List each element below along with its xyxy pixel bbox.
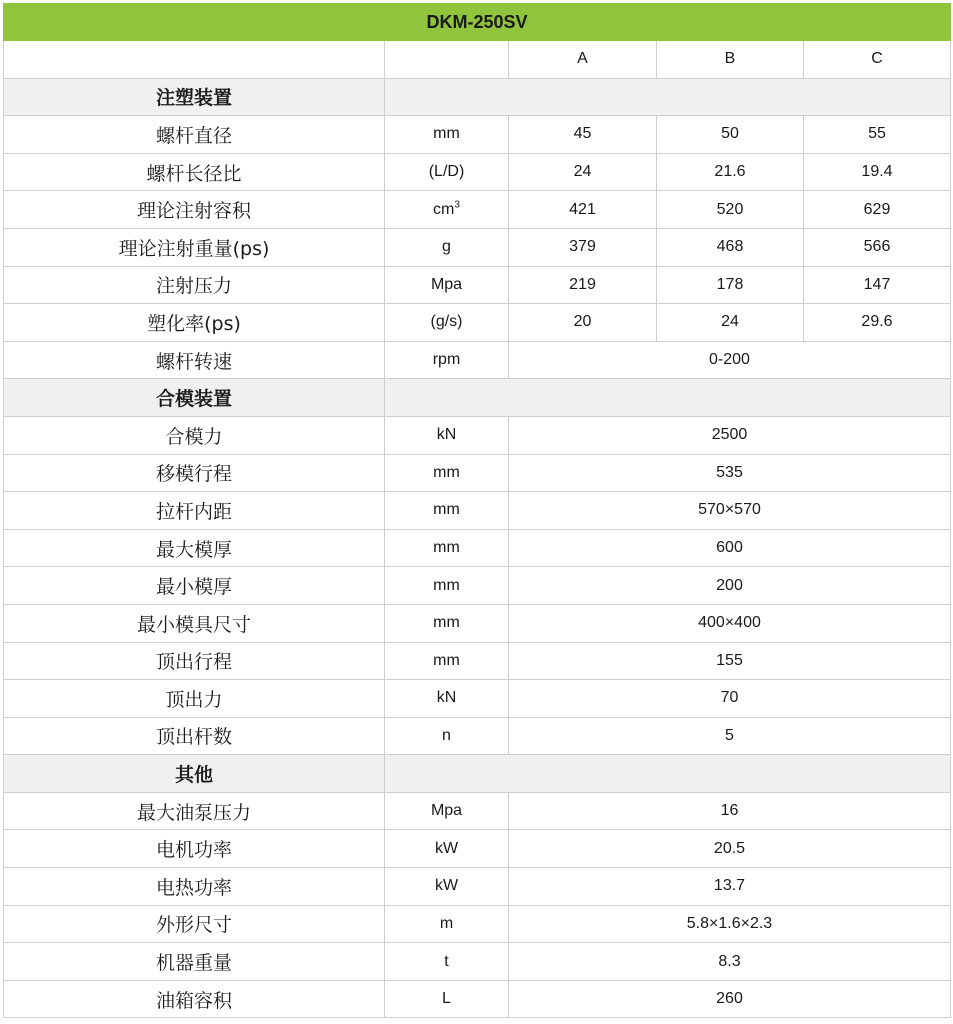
param-name: 顶出行程 (4, 642, 385, 680)
param-name: 最大油泵压力 (4, 792, 385, 830)
section-blank (385, 78, 951, 116)
param-value-c: 29.6 (804, 304, 951, 342)
param-value-a: 45 (509, 116, 657, 154)
table-title: DKM-250SV (4, 4, 951, 41)
param-value-b: 520 (657, 191, 804, 229)
param-unit (385, 304, 509, 342)
table-row (4, 792, 951, 830)
param-value-b: 24 (657, 304, 804, 342)
param-name: 外形尺寸 (4, 905, 385, 943)
spec-table (3, 3, 951, 1018)
table-row (4, 116, 951, 154)
param-unit (385, 943, 509, 981)
param-value-a: 421 (509, 191, 657, 229)
param-value-all: 20.5 (509, 830, 951, 868)
param-name: 理论注射容积 (4, 191, 385, 229)
param-unit (385, 454, 509, 492)
param-unit (385, 228, 509, 266)
spec-table-container (3, 3, 950, 1018)
column-header-a: A (509, 41, 657, 79)
column-header-b: B (657, 41, 804, 79)
unit-text: mm (433, 125, 460, 143)
header-blank-name (4, 41, 385, 79)
table-row (4, 943, 951, 981)
unit-text: kW (434, 877, 459, 895)
param-unit (385, 642, 509, 680)
param-unit (385, 792, 509, 830)
param-name: 顶出杆数 (4, 717, 385, 755)
column-header-c: C (804, 41, 951, 79)
param-name: 机器重量 (4, 943, 385, 981)
table-row (4, 191, 951, 229)
unit-text: g (442, 238, 451, 256)
param-unit (385, 604, 509, 642)
section-row (4, 379, 951, 417)
unit-text: mm (433, 614, 460, 632)
section-row (4, 755, 951, 793)
param-unit (385, 567, 509, 605)
param-name: 理论注射重量(ps) (4, 228, 385, 266)
unit-text: Mpa (430, 802, 463, 820)
param-value-all: 200 (509, 567, 951, 605)
section-blank (385, 755, 951, 793)
param-value-b: 21.6 (657, 153, 804, 191)
table-row (4, 529, 951, 567)
param-value-all: 535 (509, 454, 951, 492)
table-row (4, 567, 951, 605)
param-unit (385, 868, 509, 906)
param-name: 最小模厚 (4, 567, 385, 605)
param-value-c: 55 (804, 116, 951, 154)
param-unit (385, 191, 509, 229)
unit-text: (g/s) (430, 313, 463, 331)
unit-text: mm (433, 501, 460, 519)
section-blank (385, 379, 951, 417)
param-unit (385, 116, 509, 154)
unit-text: mm (433, 576, 460, 594)
unit-text: Mpa (430, 275, 463, 293)
title-row (4, 4, 951, 41)
param-value-all: 155 (509, 642, 951, 680)
unit-text: cm (433, 200, 455, 218)
param-unit (385, 830, 509, 868)
param-name: 注射压力 (4, 266, 385, 304)
table-row (4, 341, 951, 379)
table-row (4, 416, 951, 454)
param-value-b: 468 (657, 228, 804, 266)
table-row (4, 604, 951, 642)
section-row (4, 78, 951, 116)
unit-text: rpm (432, 351, 461, 369)
param-name: 拉杆内距 (4, 492, 385, 530)
table-row (4, 868, 951, 906)
section-title: 注塑装置 (4, 78, 385, 116)
unit-text: kN (436, 426, 457, 444)
param-name: 塑化率(ps) (4, 304, 385, 342)
unit-text: t (444, 952, 449, 970)
param-name: 最大模厚 (4, 529, 385, 567)
param-value-b: 178 (657, 266, 804, 304)
table-row (4, 717, 951, 755)
param-value-all: 70 (509, 680, 951, 718)
param-name: 最小模具尺寸 (4, 604, 385, 642)
param-value-all: 2500 (509, 416, 951, 454)
param-value-all: 16 (509, 792, 951, 830)
table-row (4, 980, 951, 1018)
param-unit (385, 980, 509, 1018)
unit-text: (L/D) (428, 163, 465, 181)
unit-text: kW (434, 839, 459, 857)
param-name: 电热功率 (4, 868, 385, 906)
param-value-all: 260 (509, 980, 951, 1018)
param-name: 电机功率 (4, 830, 385, 868)
param-name: 合模力 (4, 416, 385, 454)
table-row (4, 153, 951, 191)
param-value-all: 13.7 (509, 868, 951, 906)
table-row (4, 905, 951, 943)
param-unit (385, 905, 509, 943)
param-value-c: 147 (804, 266, 951, 304)
table-row (4, 680, 951, 718)
table-row (4, 304, 951, 342)
table-row (4, 492, 951, 530)
param-unit (385, 153, 509, 191)
param-value-all: 5.8×1.6×2.3 (509, 905, 951, 943)
section-title: 合模装置 (4, 379, 385, 417)
param-value-c: 566 (804, 228, 951, 266)
param-value-c: 19.4 (804, 153, 951, 191)
param-name: 螺杆转速 (4, 341, 385, 379)
header-blank-unit (385, 41, 509, 79)
table-row (4, 228, 951, 266)
param-unit (385, 492, 509, 530)
table-row (4, 454, 951, 492)
param-unit (385, 717, 509, 755)
param-value-a: 219 (509, 266, 657, 304)
param-value-a: 24 (509, 153, 657, 191)
param-unit (385, 680, 509, 718)
unit-text: mm (433, 651, 460, 669)
table-row (4, 830, 951, 868)
table-row (4, 266, 951, 304)
unit-text: mm (433, 539, 460, 557)
column-header-row (4, 41, 951, 79)
param-name: 螺杆长径比 (4, 153, 385, 191)
param-value-all: 600 (509, 529, 951, 567)
param-value-all: 400×400 (509, 604, 951, 642)
param-value-c: 629 (804, 191, 951, 229)
param-value-all: 8.3 (509, 943, 951, 981)
param-name: 螺杆直径 (4, 116, 385, 154)
param-unit (385, 529, 509, 567)
unit-text: kN (436, 689, 457, 707)
param-name: 移模行程 (4, 454, 385, 492)
param-name: 油箱容积 (4, 980, 385, 1018)
param-name: 顶出力 (4, 680, 385, 718)
param-value-all: 0-200 (509, 341, 951, 379)
unit-text: mm (433, 463, 460, 481)
unit-superscript: 3 (454, 199, 460, 211)
unit-text: m (439, 914, 454, 932)
param-value-all: 570×570 (509, 492, 951, 530)
param-value-a: 20 (509, 304, 657, 342)
param-value-a: 379 (509, 228, 657, 266)
unit-text: L (442, 990, 451, 1008)
unit-text: n (442, 726, 451, 744)
param-unit (385, 416, 509, 454)
section-title: 其他 (4, 755, 385, 793)
table-row (4, 642, 951, 680)
param-unit (385, 341, 509, 379)
param-value-all: 5 (509, 717, 951, 755)
param-unit (385, 266, 509, 304)
param-value-b: 50 (657, 116, 804, 154)
